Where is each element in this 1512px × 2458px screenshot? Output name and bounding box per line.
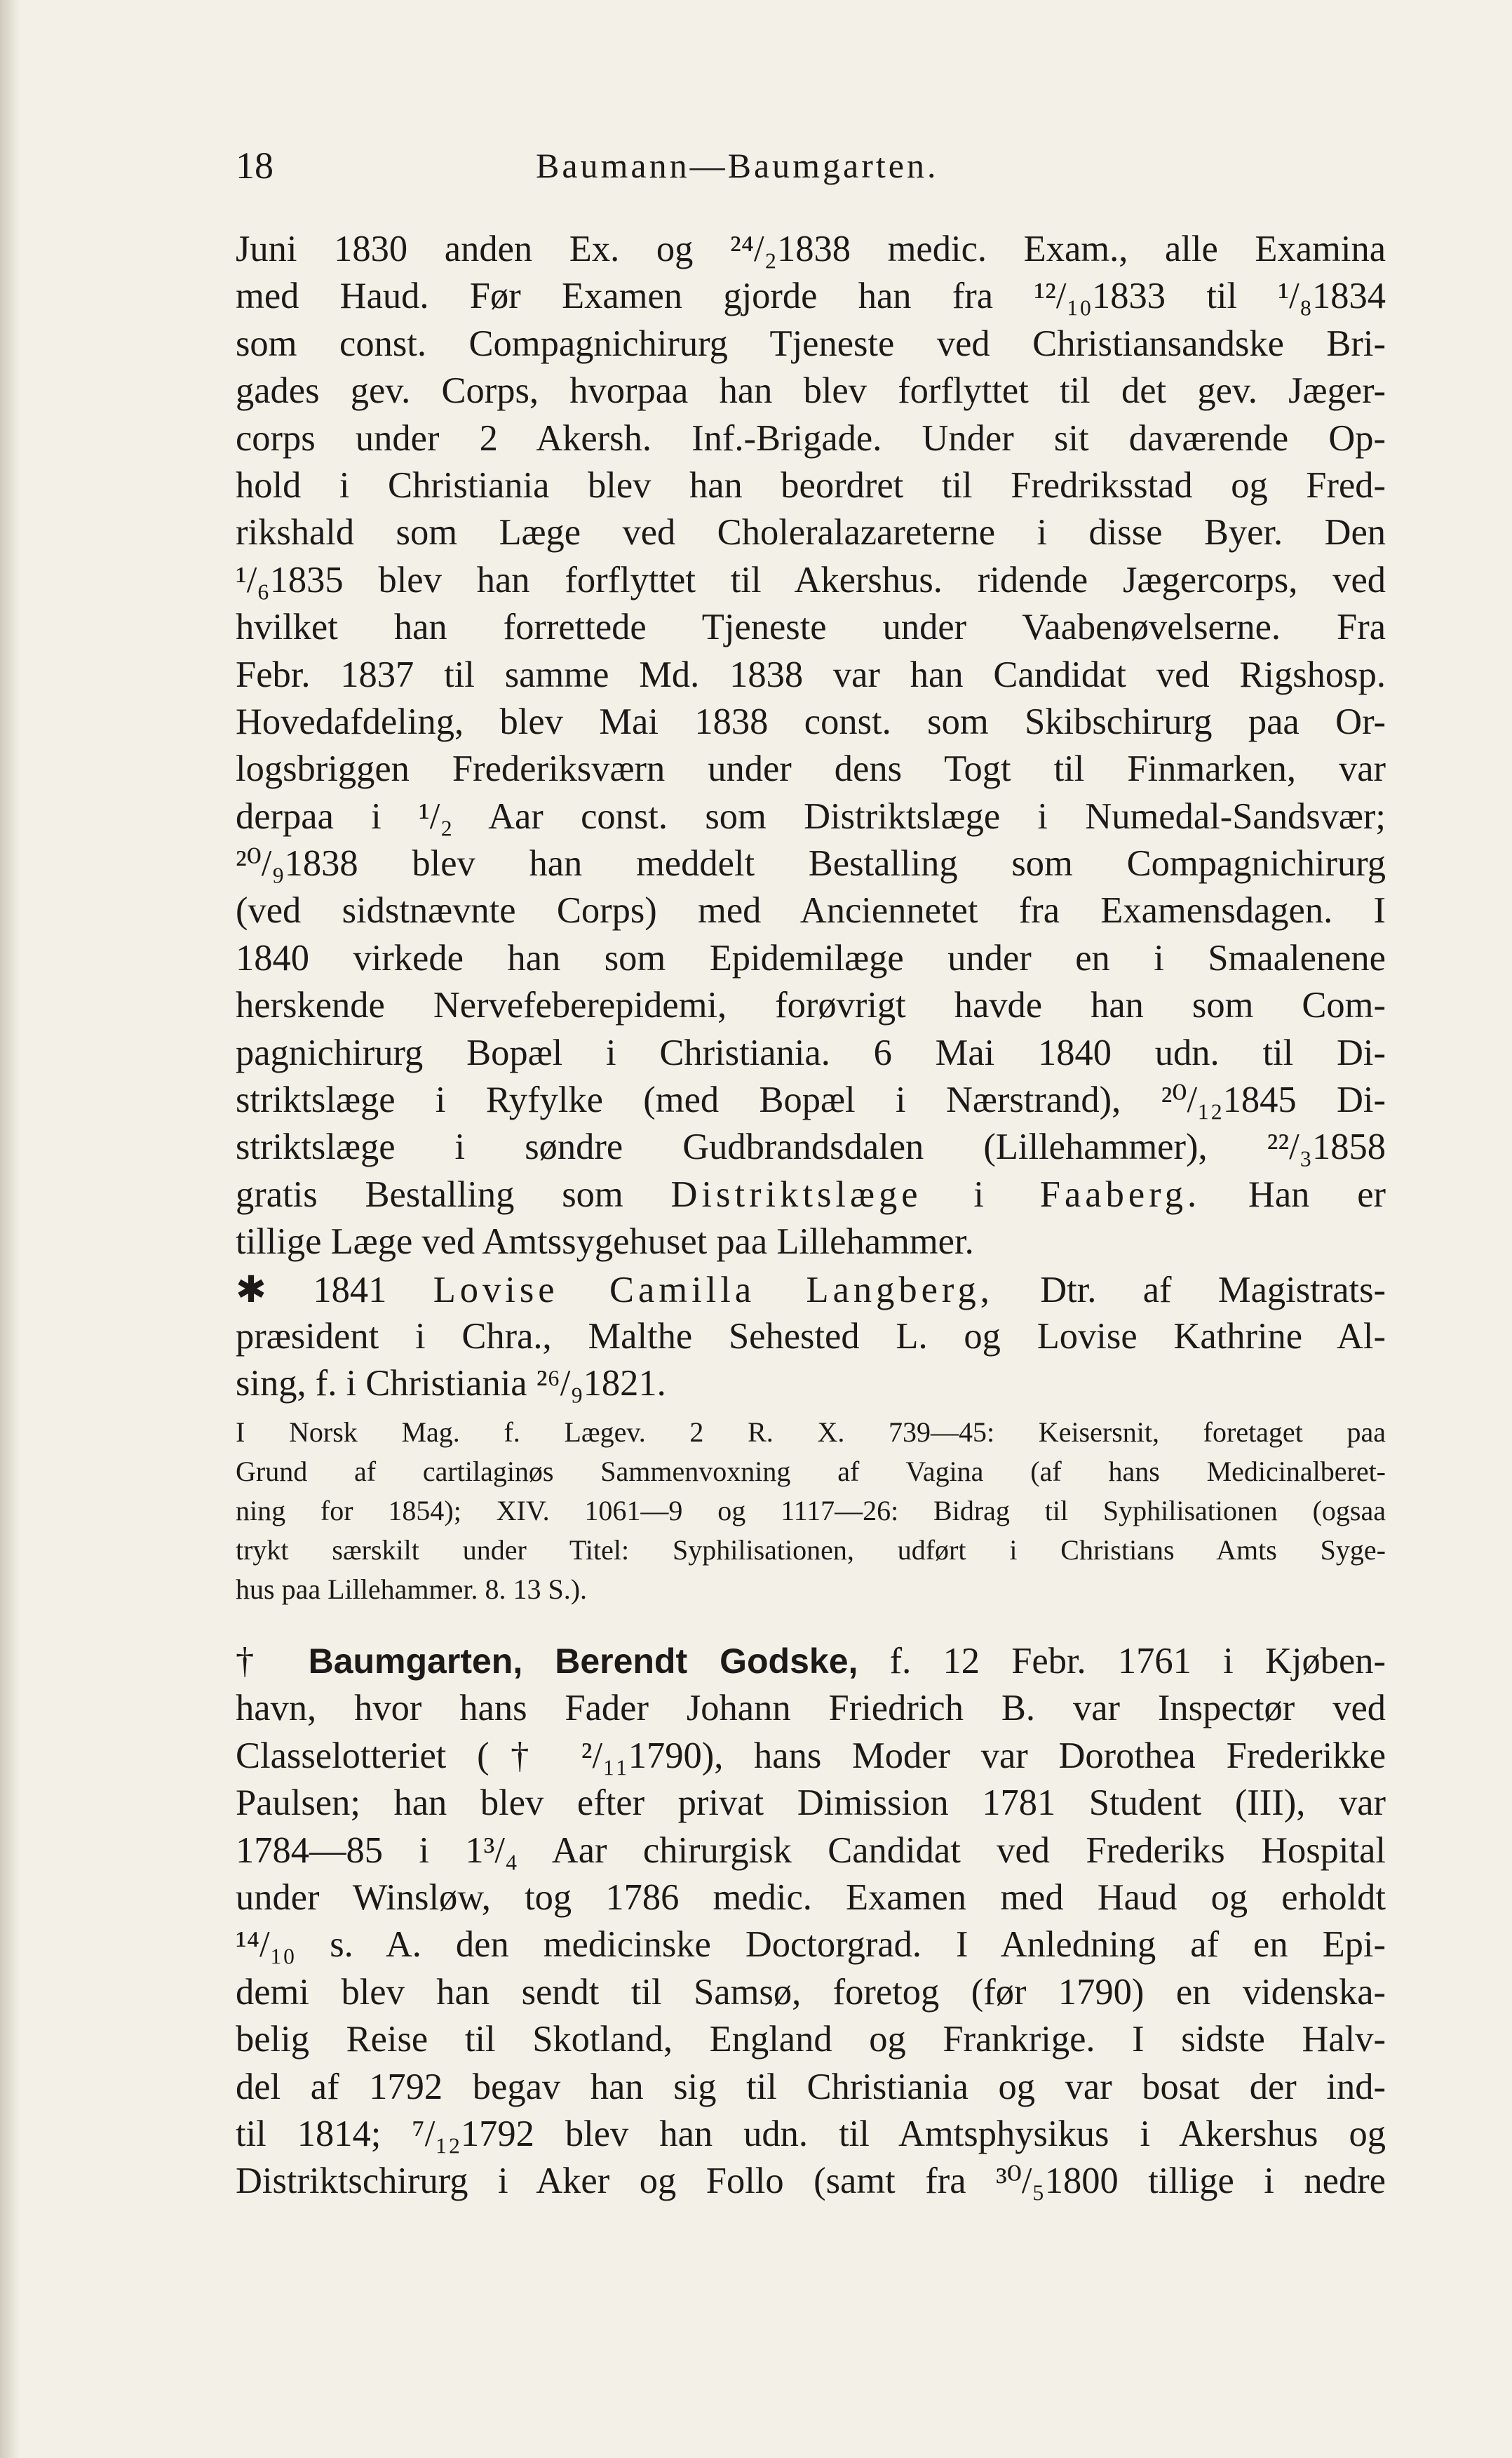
married-star-icon: ✱ xyxy=(236,1268,266,1311)
text-fragment: 1841 xyxy=(266,1269,433,1310)
text-fragment: Dtr. af Magistrats- xyxy=(993,1269,1386,1310)
text-line: under Winsløw, tog 1786 medic. Examen med Haud og erholdt xyxy=(236,1876,1386,1918)
text-line: hvilket han forrettede Tjeneste under Vaabenøvelserne. Fra xyxy=(236,607,1386,648)
text-line: belig Reise til Skotland, England og Frankrige. I sidste Halv- xyxy=(236,2019,1386,2060)
running-title: Baumann—Baumgarten. xyxy=(536,146,939,185)
spaced-place-name: Distriktslæge i Faaberg. xyxy=(670,1174,1201,1215)
text-line: gades gev. Corps, hvorpaa han blev forflyttet til det gev. Jæger- xyxy=(236,370,1386,412)
text-line: til 1814; ⁷/₁₂1792 blev han udn. til Amtsphysikus i Akershus og xyxy=(236,2113,1386,2154)
text-line: logsbriggen Frederiksværn under dens Togt til Finmarken, var xyxy=(236,748,1386,790)
text-line: tillige Læge ved Amtssygehuset paa Lillehammer. xyxy=(236,1221,974,1263)
bibliography-line: I Norsk Mag. f. Lægev. 2 R. X. 739—45: Keisersnit, foretaget paa xyxy=(236,1416,1386,1448)
text-fragment: Han er xyxy=(1201,1174,1386,1215)
binding-shadow xyxy=(0,0,20,2458)
entry-baumgarten xyxy=(236,1638,1386,2205)
text-line: Distriktschirurg i Aker og Follo (samt fra ³⁰/₅1800 tillige i nedre xyxy=(236,2161,1386,2202)
text-line: herskende Nervefeberepidemi, forøvrigt havde han som Com- xyxy=(236,985,1386,1026)
text-line: demi blev han sendt til Samsø, foretog (før 1790) en videnska- xyxy=(236,1971,1386,2013)
text-line: del af 1792 begav han sig til Christiania og var bosat der ind- xyxy=(236,2066,1386,2107)
text-line: striktslæge i søndre Gudbrandsdalen (Lillehammer), ²²/₃1858 xyxy=(236,1127,1386,1168)
entry-name: Baumgarten, Berendt Godske, xyxy=(308,1641,858,1681)
marriage-line xyxy=(236,1266,1386,1313)
text-line: Juni 1830 anden Ex. og ²⁴/₂1838 medic. Exam., alle Examina xyxy=(236,229,1386,269)
text-line: 1840 virkede han som Epidemilæge under en i Smaalenene xyxy=(236,937,1386,979)
entry-baumann-continued xyxy=(236,226,1386,1408)
text-line: Classelotteriet († ²/₁₁1790), hans Moder var Dorothea Frederikke xyxy=(236,1735,1386,1776)
bibliography-line: ning for 1854); XIV. 1061—9 og 1117—26: Bidrag til Syphilisationen (ogsaa xyxy=(236,1495,1386,1526)
text-line: ²⁰/₉1838 blev han meddelt Bestalling som Compagnichirurg xyxy=(236,843,1386,885)
text-line: hold i Christiania blev han beordret til Fredriksstad og Fred- xyxy=(236,464,1386,506)
text-line: pagnichirurg Bopæl i Christiania. 6 Mai 1840 udn. til Di- xyxy=(236,1032,1386,1073)
text-line: striktslæge i Ryfylke (med Bopæl i Nærstrand), ²⁰/₁₂1845 Di- xyxy=(236,1080,1386,1121)
text-line: derpaa i ¹/₂ Aar const. som Distriktslæge i Numedal-Sandsvær; xyxy=(236,795,1386,837)
bibliography-line: hus paa Lillehammer. 8. 13 S.). xyxy=(236,1573,588,1605)
page-number: 18 xyxy=(236,145,274,187)
text-line: rikshald som Læge ved Choleralazareterne i disse Byer. Den xyxy=(236,512,1386,553)
text-fragment: gratis Bestalling som xyxy=(236,1174,671,1215)
entry-heading-line xyxy=(236,1638,1386,1685)
bibliography-line: Grund af cartilaginøs Sammenvoxning af Vagina (af hans Medicinalberet- xyxy=(236,1456,1386,1487)
text-line-gratis xyxy=(236,1171,1386,1218)
text-line: Hovedafdeling, blev Mai 1838 const. som Skibschirurg paa Or- xyxy=(236,701,1386,742)
text-fragment: f. 12 Febr. 1761 i Kjøben- xyxy=(858,1641,1386,1681)
bibliography xyxy=(236,1413,1386,1609)
running-head xyxy=(236,137,1386,194)
text-line: 1784—85 i 1³/₄ Aar chirurgisk Candidat ved Frederiks Hospital xyxy=(236,1829,1386,1871)
text-line: præsident i Chra., Malthe Sehested L. og Lovise Kathrine Al- xyxy=(236,1315,1386,1357)
text-line: ¹⁴/₁₀ s. A. den medicinske Doctorgrad. I Anledning af en Epi- xyxy=(236,1924,1386,1966)
text-line: corps under 2 Akersh. Inf.-Brigade. Under sit daværende Op- xyxy=(236,417,1386,459)
text-line: (ved sidstnævnte Corps) med Anciennetet fra Examensdagen. I xyxy=(236,890,1386,932)
text-line: som const. Compagnichirurg Tjeneste ved Christiansandske Bri- xyxy=(236,323,1386,364)
text-line: sing, f. i Christiania ²⁶/₉1821. xyxy=(236,1363,666,1404)
text-line: Paulsen; han blev efter privat Dimission 1781 Student (III), var xyxy=(236,1782,1386,1824)
bibliography-line: trykt særskilt under Titel: Syphilisationen, udført i Christians Amts Syge- xyxy=(236,1534,1386,1566)
text-line: Febr. 1837 til samme Md. 1838 var han Candidat ved Rigshosp. xyxy=(236,654,1386,695)
dagger-icon: † xyxy=(236,1641,277,1681)
text-line: ¹/₆1835 blev han forflyttet til Akershus. ridende Jægercorps, ved xyxy=(236,559,1386,600)
text-line: havn, hvor hans Fader Johann Friedrich B. var Inspectør ved xyxy=(236,1688,1386,1729)
spouse-name: Lovise Camilla Langberg, xyxy=(433,1269,994,1310)
text-line: med Haud. Før Examen gjorde han fra ¹²/₁₀1833 til ¹/₈1834 xyxy=(236,276,1386,317)
